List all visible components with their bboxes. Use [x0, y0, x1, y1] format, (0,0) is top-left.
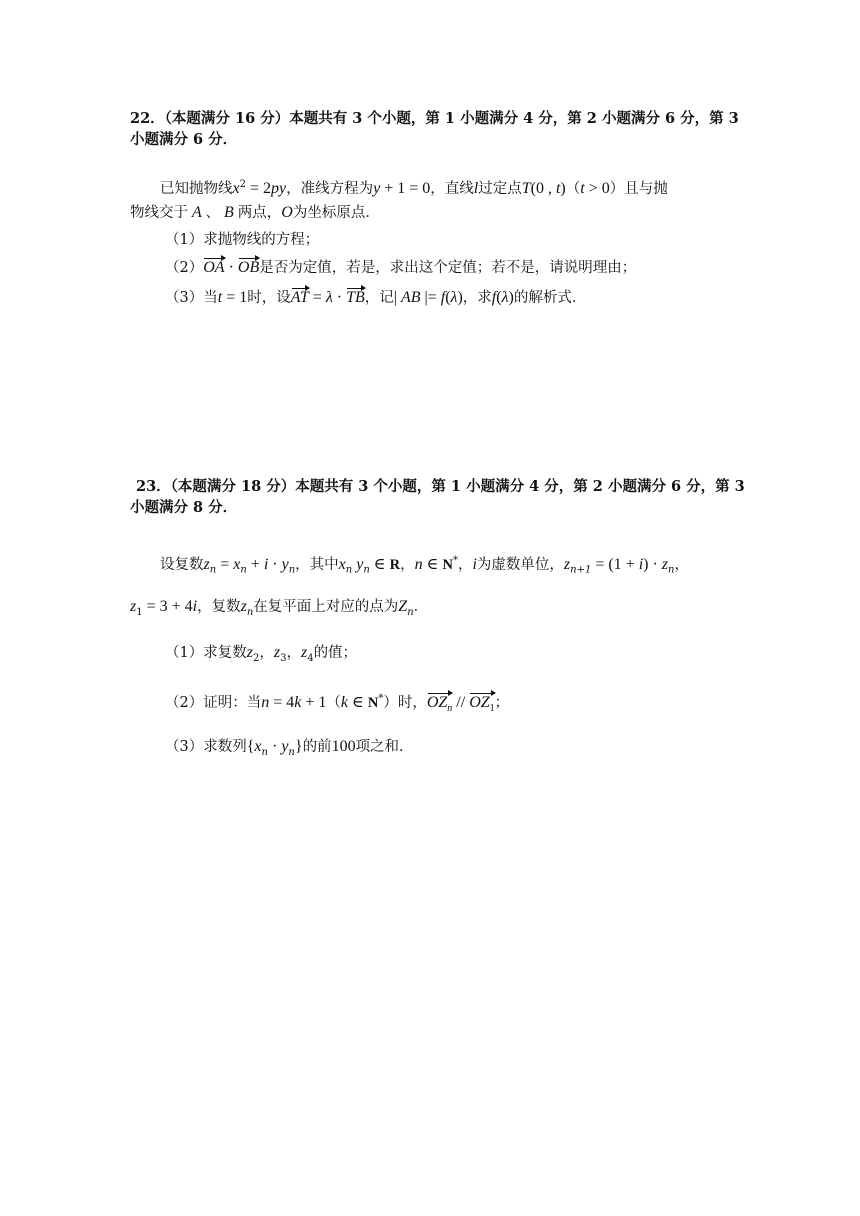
q23-part2: （2）证明：当n = 4k + 1（k ∈ N*）时，$OZ_n // OZ_1$；	[165, 690, 509, 718]
q22-intro-line2: 物线交于 A 、 B 两点，O为坐标原点．	[130, 204, 380, 221]
q22-part1: （1）求抛物线的方程；	[165, 232, 320, 248]
q23-intro-line1: 设复数$z_n = x_n + i \cdot y_n$，其中$x_n$ $y_n$ ∈ R，n ∈ N*，i为虚数单位，$z_{n+1} = (1 + i) \cdot z_n$，	[160, 555, 689, 576]
q23-header-line1: 23．（本题满分 18 分）本题共有 3 个小题，第 1 小题满分 4 分，第 2 小题满分 6 分，第 3	[136, 478, 745, 495]
q22-header-line2: 小题满分 6 分．	[130, 131, 238, 148]
q23-header-line2: 小题满分 8 分．	[130, 499, 238, 516]
q23-part3: （3）求数列$\{x_n \cdot y_n\}$的前100项之和．	[165, 738, 414, 758]
q22-intro-line1: 已知抛物线$x^2 = 2py$，准线方程为y + 1 = 0，直线l过定点T(0 , t)（t > 0）且与抛	[160, 179, 668, 197]
q23-intro-line2: $z_1 = 3 + 4i$，复数$z_n$在复平面上对应的点为$Z_n$．	[130, 598, 429, 618]
q22-part2: （2）OA · OB是否为定值，若是，求出这个定值；若不是，请说明理由；	[165, 259, 637, 276]
q23-part1: （1）求复数$z_2$，$z_3$，$z_4$的值；	[165, 644, 358, 664]
q22-header-line1: 22．（本题满分 16 分）本题共有 3 个小题，第 1 小题满分 4 分，第 2 小题满分 6 分，第 3	[130, 110, 739, 127]
q22-part3: （3）当t = 1时，设AT = λ · TB，记| AB |= f(λ)，求f(λ)的解析式．	[165, 289, 587, 306]
